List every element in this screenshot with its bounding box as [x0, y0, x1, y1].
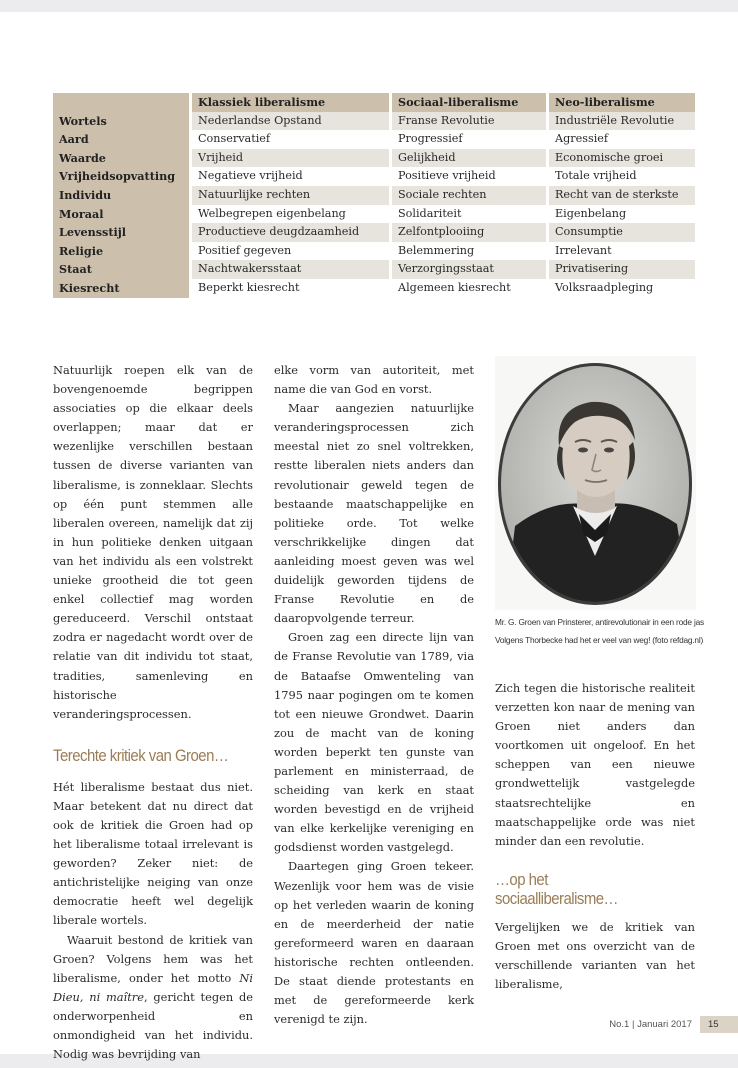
row-label: Waarde: [53, 149, 192, 168]
paragraph: Daartegen ging Groen tekeer. Wezenlijk voor hem was de visie op het verleden waarin de koning en de meerderheid der natie gereformeerd waren en daaraan historische rechten ontleenden. De staat diende protestants en met de gereformeerde kerk verenigd te zijn.: [274, 859, 474, 1027]
table-row: [53, 205, 695, 224]
portrait-illustration: [495, 356, 696, 610]
table-row: [53, 112, 695, 131]
issue-info: No.1 | Januari 2017: [609, 1019, 692, 1030]
section-heading: [495, 870, 671, 908]
table-cell: Nachtwakersstaat: [192, 260, 392, 279]
table-row: [53, 130, 695, 149]
section-heading: Terechte kritiek van Groen…: [53, 745, 229, 765]
paragraph: Natuurlijk roepen elk van de bovengenoemde begrippen associaties op die elkaar deels overlappen; maar dat er wezenlijke verschillen bestaan tussen de diverse varianten van liberalisme, is zonneklaar. Slechts op één punt stemmen alle liberalen overeen, namelijk dat zij in hun politieke denken uitgaan van het individu als een volstrekt unieke grootheid die tot geen enkel collectief mag worden gereduceerd. Verschil ontstaat zodra er nagedacht wordt over de relatie van dit individu tot staat, tradities, samenleving en historische veranderingsprocessen.: [53, 363, 253, 721]
paragraph-text: Waaruit bestond de kritiek van Groen? Volgens hem was het liberalisme, onder het motto: [53, 932, 253, 985]
table-cell: Negatieve vrijheid: [192, 167, 392, 186]
table-cell: Algemeen kiesrecht: [392, 279, 549, 298]
article-column-2: [274, 361, 474, 1029]
paragraph: Zich tegen die historische realiteit verzetten kon naar de mening van Groen niet anders dan voortkomen uit ongeloof. En het scheppen van een nieuwe grondwettelijk vastgelegde staatsrechtelijke en maatschappelijke orde was niet minder dan een revolutie.: [495, 681, 695, 848]
table-header-neo: Neo-liberalisme: [549, 93, 695, 112]
table-cell: Consumptie: [549, 223, 695, 242]
section-heading-line: …op het: [495, 869, 548, 889]
table-cell: Volksraadpleging: [549, 279, 695, 298]
section-heading-line: sociaalliberalisme…: [495, 888, 619, 908]
table-cell: Gelijkheid: [392, 149, 549, 168]
table-cell: Vrijheid: [192, 149, 392, 168]
row-label: Vrijheidsopvatting: [53, 167, 192, 186]
table-cell: Beperkt kiesrecht: [192, 279, 392, 298]
paragraph: Groen zag een directe lijn van de Franse Revolutie van 1789, via de Bataafse Omwenteling van 1795 naar pogingen om te komen tot een nieuwe Grondwet. Daarin zou de macht van de koning worden beperkt ten gunste van parlement en ministerraad, de scheiding van kerk en staat worden bevestigd en de vrijheid van elke kerkelijke vereniging en godsdienst worden vastgelegd.: [274, 630, 474, 855]
table-row: [53, 242, 695, 261]
page-number: 15: [700, 1016, 738, 1033]
paragraph-text: , gericht tegen de onderworpenheid en onmondigheid van het individu. Nodig was bevrijding van: [53, 989, 253, 1062]
table-row: [53, 149, 695, 168]
row-label: Wortels: [53, 112, 192, 131]
table-header-row: [53, 93, 695, 112]
row-label: Staat: [53, 260, 192, 279]
paragraph: Maar aangezien natuurlijke veranderingsprocessen zich meestal niet zo snel voltrekken, restte liberalen niets anders dan revolutionair geweld tegen de bestaande maatschappelijke en politieke orde. Tot welke verschrikkelijke dingen dat aanleiding moest geven was wel duidelijk geworden tijdens de Franse Revolutie en de daaropvolgende terreur.: [274, 401, 474, 626]
table-cell: Welbegrepen eigenbelang: [192, 205, 392, 224]
row-label: Moraal: [53, 205, 192, 224]
table-cell: Totale vrijheid: [549, 167, 695, 186]
table-row: [53, 223, 695, 242]
table-cell: Recht van de sterkste: [549, 186, 695, 205]
table-row: [53, 260, 695, 279]
table-cell: Solidariteit: [392, 205, 549, 224]
table-cell: Positief gegeven: [192, 242, 392, 261]
table-body: [53, 112, 695, 298]
table-cell: Progressief: [392, 130, 549, 149]
photo-caption: Mr. G. Groen van Prinsterer, antirevolutionair in een rode jas Volgens Thorbecke had het er veel van weg! (foto refdag.nl): [495, 617, 704, 645]
paragraph: Hét liberalisme bestaat dus niet. Maar betekent dat nu direct dat ook de kritiek die Groen had op het liberalisme totaal irrelevant is geworden? Zeker niet: de antichristelijke neiging van onze democratie heeft wel degelijk liberale wortels.: [53, 779, 253, 928]
portrait-photo: [495, 356, 696, 610]
table-cell: Positieve vrijheid: [392, 167, 549, 186]
article-column-1: [53, 361, 253, 1064]
table-cell: Industriële Revolutie: [549, 112, 695, 131]
table-cell: Belemmering: [392, 242, 549, 261]
table-row: [53, 167, 695, 186]
table-cell: Verzorgingsstaat: [392, 260, 549, 279]
table-cell: Zelfontplooiing: [392, 223, 549, 242]
article-column-3: [495, 679, 695, 994]
paragraph: Vergelijken we de kritiek van Groen met ons overzicht van de verschillende varianten van het liberalisme,: [495, 919, 695, 992]
table-header-sociaal: Sociaal-liberalisme: [392, 93, 549, 112]
table-cell: Productieve deugdzaamheid: [192, 223, 392, 242]
table-cell: Economische groei: [549, 149, 695, 168]
table-cell: Privatisering: [549, 260, 695, 279]
row-label: Levensstijl: [53, 223, 192, 242]
magazine-page: [0, 12, 738, 1062]
table-header-klassiek: Klassiek liberalisme: [192, 93, 392, 112]
table-cell: Agressief: [549, 130, 695, 149]
table-header-empty: [53, 93, 192, 112]
table-row: [53, 186, 695, 205]
table-cell: Eigenbelang: [549, 205, 695, 224]
table-cell: Franse Revolutie: [392, 112, 549, 131]
paragraph: [53, 931, 253, 1065]
table-row: [53, 279, 695, 298]
liberalism-comparison-table: [53, 93, 695, 298]
paragraph: elke vorm van autoriteit, met name die van God en vorst.: [274, 363, 474, 397]
row-label: Individu: [53, 186, 192, 205]
page-footer: [560, 1016, 738, 1033]
table-cell: Natuurlijke rechten: [192, 186, 392, 205]
row-label: Kiesrecht: [53, 279, 192, 298]
motto-text: Ni Dieu, ni maître: [53, 970, 253, 1004]
table-cell: Nederlandse Opstand: [192, 112, 392, 131]
row-label: Religie: [53, 242, 192, 261]
table-cell: Sociale rechten: [392, 186, 549, 205]
row-label: Aard: [53, 130, 192, 149]
table-cell: Conservatief: [192, 130, 392, 149]
table-cell: Irrelevant: [549, 242, 695, 261]
